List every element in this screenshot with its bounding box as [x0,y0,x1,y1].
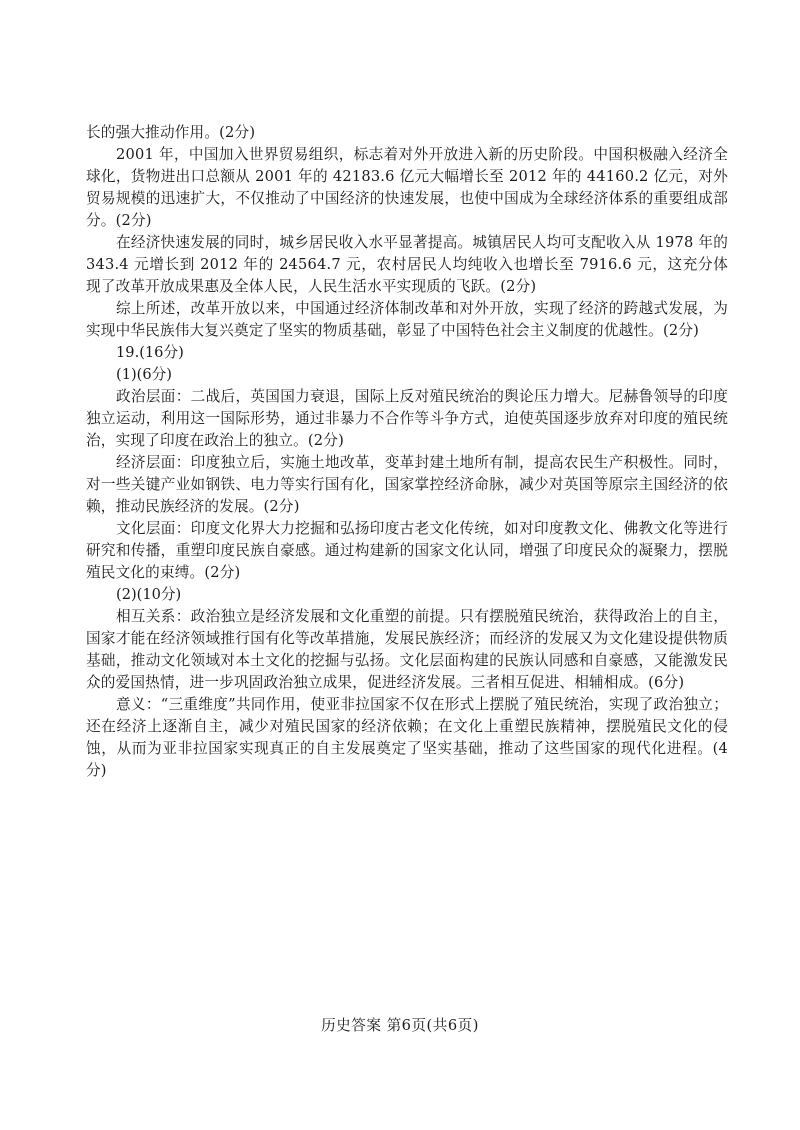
question-19-heading: 19.(16分) [116,344,184,361]
paragraph-continuation: 长的强大推动作用。(2分) [86,124,256,141]
paragraph-political: 政治层面：二战后，英国国力衰退，国际上反对殖民统治的舆论压力增大。尼赫鲁领导的印度独立运动，利用这一国际形势，通过非暴力不合作等斗争方式，迫使英国逐步放弃对印度的殖民统治，实现了印度在政治上的独立。(2分) [86,388,728,449]
question-19-part-1-heading: (1)(6分) [116,366,172,383]
paragraph-cultural: 文化层面：印度文化界大力挖掘和弘扬印度古老文化传统，如对印度教文化、佛教文化等进行研究和传播，重塑印度民族自豪感。通过构建新的国家文化认同，增强了印度民众的凝聚力，摆脱殖民文化的束缚。(2分) [86,520,728,581]
paragraph-significance: 意义：“三重维度”共同作用，使亚非拉国家不仅在形式上摆脱了殖民统治，实现了政治独立；还在经济上逐渐自主，减少对殖民国家的经济依赖；在文化上重塑民族精神，摆脱殖民文化的侵蚀，从而为亚非拉国家实现真正的自主发展奠定了坚实基础，推动了这些国家的现代化进程。(4分) [86,696,728,779]
paragraph-summary: 综上所述，改革开放以来，中国通过经济体制改革和对外开放，实现了经济的跨越式发展，为实现中华民族伟大复兴奠定了坚实的物质基础，彰显了中国特色社会主义制度的优越性。(2分) [86,300,728,339]
paragraph-economic: 经济层面：印度独立后，实施土地改革，变革封建土地所有制，提高农民生产积极性。同时，对一些关键产业如钢铁、电力等实行国有化，国家掌控经济命脉，减少对英国等原宗主国经济的依赖，推动民族经济的发展。(2分) [86,454,728,515]
page-footer: 历史答案 第6页(共6页) [321,1017,479,1034]
paragraph-relationship: 相互关系：政治独立是经济发展和文化重塑的前提。只有摆脱殖民统治，获得政治上的自主，国家才能在经济领域推行国有化等改革措施，发展民族经济；而经济的发展又为文化建设提供物质基础，推动文化领域对本土文化的挖掘与弘扬。文化层面构建的民族认同感和自豪感，又能激发民众的爱国热情，进一步巩固政治独立成果，促进经济发展。三者相互促进、相辅相成。(6分) [86,608,728,691]
answer-document [86,122,728,782]
question-19-part-2-heading: (2)(10分) [116,586,182,603]
paragraph-wto: 2001 年，中国加入世界贸易组织，标志着对外开放进入新的历史阶段。中国积极融入经济全球化，货物进出口总额从 2001 年的 42183.6 亿元大幅增长至 2012 年的 44160.2 亿元，对外贸易规模的迅速扩大，不仅推动了中国经济的快速发展，也使中国成为全球经济体系的重要组成部分。(2分) [86,146,728,229]
paragraph-income: 在经济快速发展的同时，城乡居民收入水平显著提高。城镇居民人均可支配收入从 1978 年的 343.4 元增长到 2012 年的 24564.7 元，农村居民人均纯收入也增长至 7916.6 元，这充分体现了改革开放成果惠及全体人民，人民生活水平实现质的飞跃。(2分) [86,234,728,295]
